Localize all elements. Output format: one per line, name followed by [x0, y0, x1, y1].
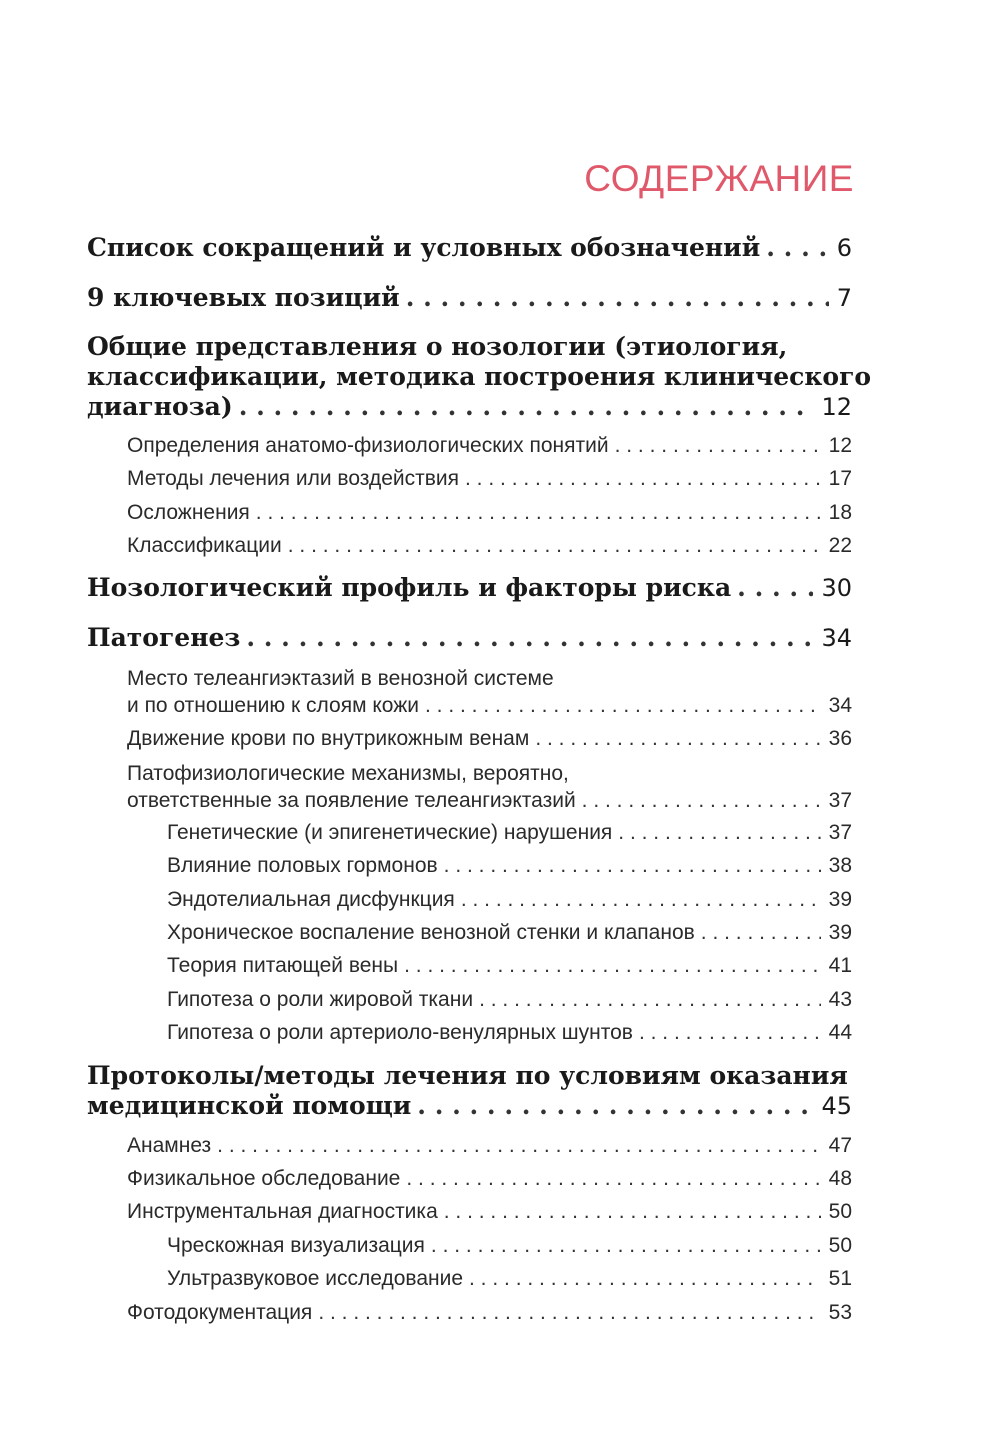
toc-entry-title: Генетические (и эпигенетические) нарушения [167, 821, 613, 844]
dot-leader [318, 1299, 820, 1326]
toc-entry-title: Определения анатомо-физиологических понятий [127, 434, 609, 457]
toc-entry-title: Патогенез [87, 623, 241, 652]
toc-entry-title: Методы лечения или воздействия [127, 467, 460, 490]
toc-entry-title: Протоколы/методы лечения по условиям оказания [87, 1061, 848, 1090]
toc-entry-title: Гипотеза о роли артериоло-венулярных шунтов [167, 1021, 633, 1044]
toc-page-number: 38 [828, 854, 852, 877]
toc-entry-title: Хроническое воспаление венозной стенки и клапанов [167, 921, 695, 944]
toc-entry [0, 886, 1000, 913]
toc-page-number: 12 [821, 393, 852, 421]
toc-entry-title: Инструментальная диагностика [127, 1200, 438, 1223]
page-title: СОДЕРЖАНИЕ [584, 158, 854, 199]
toc-entry-title: Осложнения [127, 501, 250, 524]
dot-leader [469, 1265, 821, 1292]
toc-page-number: 30 [821, 574, 852, 602]
toc-page-number: 53 [828, 1301, 852, 1324]
dot-leader [465, 465, 821, 492]
dot-leader [406, 283, 829, 313]
toc-entry-title: Общие представления о нозологии (этиология, [87, 332, 788, 361]
dot-leader [246, 623, 813, 653]
toc-entry [0, 1265, 1000, 1292]
dot-leader [404, 952, 821, 979]
toc-page-number: 50 [828, 1234, 852, 1257]
toc-entry [0, 725, 1000, 752]
toc-page-number: 37 [828, 789, 852, 812]
toc-entry [0, 852, 1000, 879]
toc-entry [0, 760, 1000, 814]
toc-entry-title: Патофизиологические механизмы, вероятно, [127, 762, 569, 785]
dot-leader [479, 986, 821, 1013]
toc-entry [0, 432, 1000, 459]
toc-entry-title: Анамнез [127, 1134, 212, 1157]
toc-entry [0, 819, 1000, 846]
dot-leader [417, 1091, 813, 1121]
toc-entry [0, 665, 1000, 719]
dot-leader [406, 1165, 820, 1192]
toc-entry [0, 623, 1000, 653]
toc-entry [0, 1132, 1000, 1159]
toc-page-number: 48 [828, 1167, 852, 1190]
toc-entry [0, 1165, 1000, 1192]
toc-entry-title: Эндотелиальная дисфункция [167, 888, 455, 911]
toc-entry [0, 1299, 1000, 1326]
toc-entry-title: Нозологический профиль и факторы риска [87, 573, 732, 602]
toc-page-number: 39 [828, 921, 852, 944]
toc-entry-title: Физикальное обследование [127, 1167, 401, 1190]
toc-entry-title: Фотодокументация [127, 1301, 313, 1324]
dot-leader [639, 1019, 821, 1046]
dot-leader [615, 432, 821, 459]
toc-page-number: 36 [828, 727, 852, 750]
dot-leader [288, 532, 821, 559]
toc-entry-title: Список сокращений и условных обозначений [87, 233, 761, 262]
toc-entry [0, 1019, 1000, 1046]
toc-entry [0, 573, 1000, 603]
toc-page-number: 34 [828, 694, 852, 717]
toc-entry-title: и по отношению к слоям кожи [127, 694, 419, 717]
dot-leader [461, 886, 821, 913]
toc-entry-title: Место телеангиэктазий в венозной системе [127, 667, 554, 690]
toc-entry [0, 1232, 1000, 1259]
toc-page-number: 45 [821, 1092, 852, 1120]
toc-entry [0, 1061, 1000, 1121]
toc-page-number: 43 [828, 988, 852, 1011]
toc-page-number: 17 [828, 467, 852, 490]
toc-entry-title: Гипотеза о роли жировой ткани [167, 988, 474, 1011]
dot-leader [425, 692, 821, 719]
toc-page-number: 41 [828, 954, 852, 977]
toc-entry-title: Теория питающей вены [167, 954, 399, 977]
dot-leader [737, 573, 813, 603]
toc-entry [0, 919, 1000, 946]
toc-page-number: 12 [828, 434, 852, 457]
toc-page-number: 39 [828, 888, 852, 911]
toc-entry [0, 283, 1000, 313]
toc-page-number: 37 [828, 821, 852, 844]
toc-page-number: 51 [828, 1267, 852, 1290]
toc-entry [0, 465, 1000, 492]
toc-entry [0, 986, 1000, 1013]
toc-page-number: 6 [836, 234, 852, 262]
dot-leader [766, 233, 828, 263]
toc-page-number: 50 [828, 1200, 852, 1223]
toc-page-number: 18 [828, 501, 852, 524]
toc-page-number: 44 [828, 1021, 852, 1044]
toc-entry [0, 952, 1000, 979]
toc-entry-title: классификации, методика построения клинического [87, 362, 872, 391]
dot-leader [239, 392, 814, 422]
toc-entry-title: Ультразвуковое исследование [167, 1267, 464, 1290]
toc-page-number: 7 [836, 284, 852, 312]
toc-page-number: 47 [828, 1134, 852, 1157]
dot-leader [618, 819, 820, 846]
toc-entry-title: 9 ключевых позиций [87, 283, 400, 312]
toc-page-number: 22 [828, 534, 852, 557]
toc-entry [0, 532, 1000, 559]
toc-entry-title: Влияние половых гормонов [167, 854, 438, 877]
toc-entry [0, 1198, 1000, 1225]
toc-entry-title: медицинской помощи [87, 1091, 412, 1120]
toc-entry-title: Чрескожная визуализация [167, 1234, 425, 1257]
toc-entry [0, 332, 1000, 422]
toc-page-number: 34 [821, 624, 852, 652]
dot-leader [217, 1132, 820, 1159]
toc-entry [0, 233, 1000, 263]
dot-leader [444, 1198, 821, 1225]
dot-leader [256, 499, 821, 526]
dot-leader [535, 725, 820, 752]
toc-entry-title: Движение крови по внутрикожным венам [127, 727, 530, 750]
dot-leader [701, 919, 821, 946]
dot-leader [431, 1232, 821, 1259]
toc-entry [0, 499, 1000, 526]
dot-leader [582, 787, 821, 814]
toc-entry-title: Классификации [127, 534, 282, 557]
toc-entry-title: ответственные за появление телеангиэктазий [127, 789, 576, 812]
dot-leader [444, 852, 821, 879]
toc-entry-title: диагноза) [87, 392, 233, 421]
